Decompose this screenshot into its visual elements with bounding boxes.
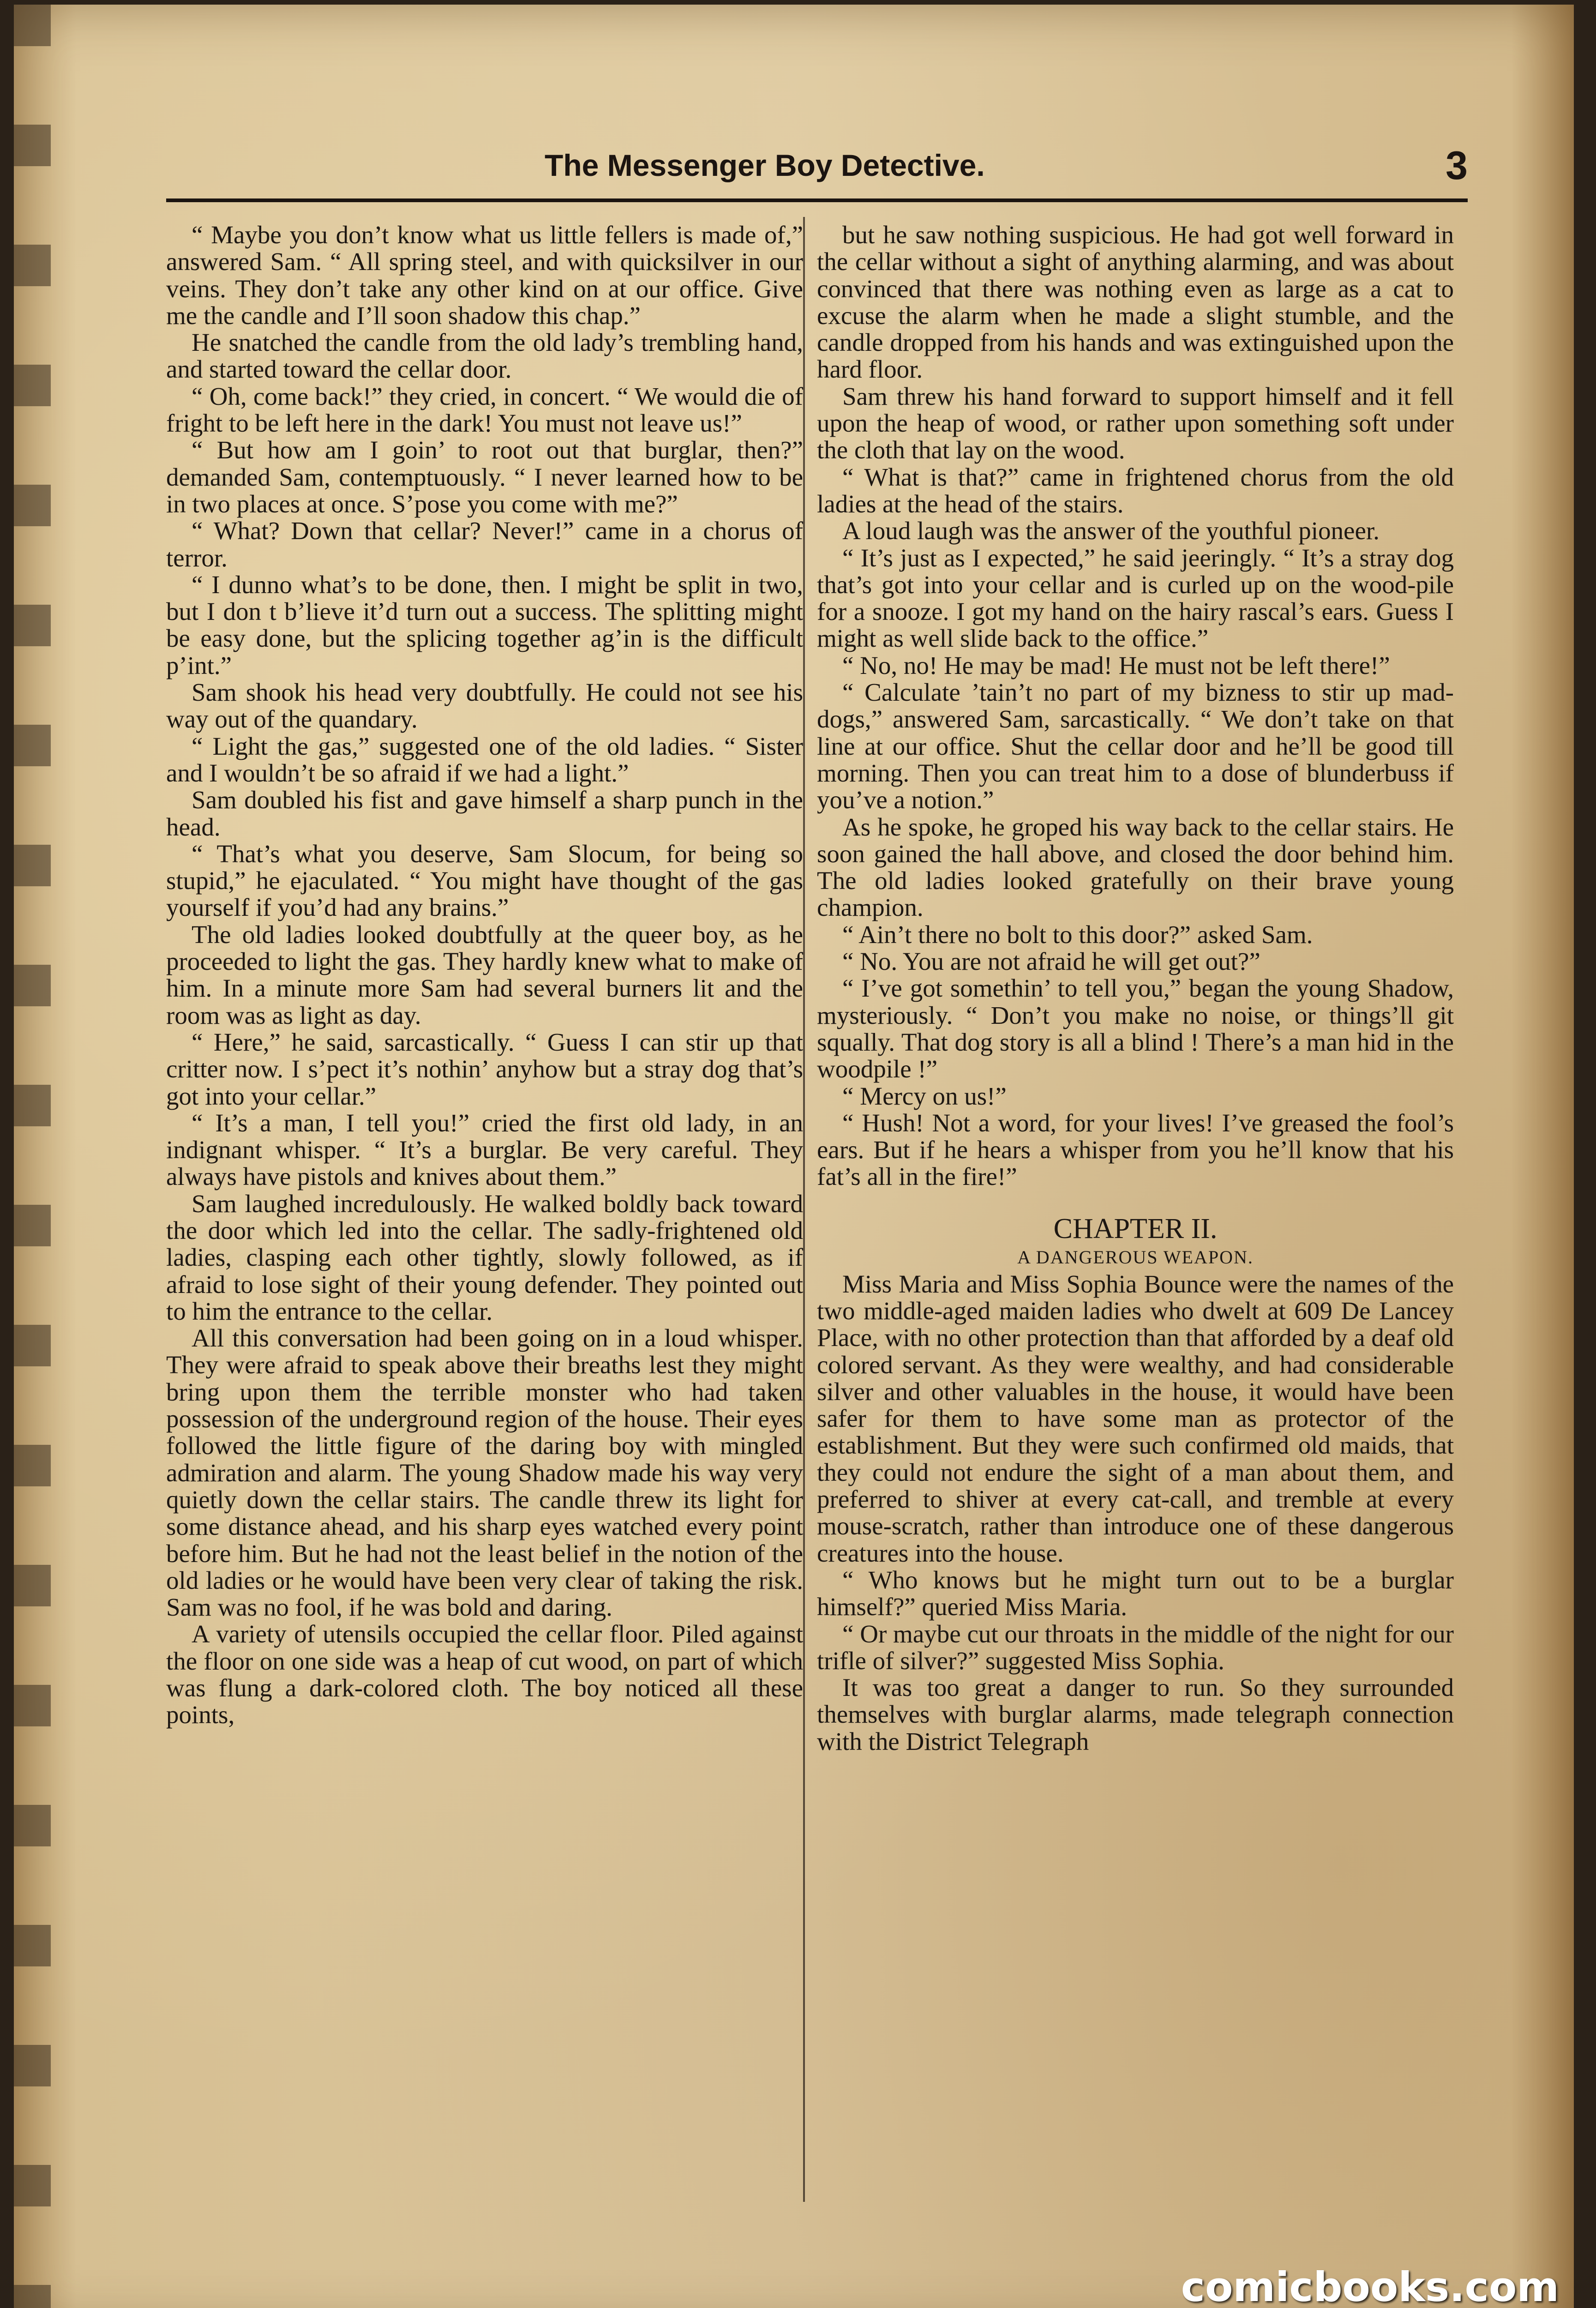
- paragraph: “ I’ve got somethin’ to tell you,” began the young Shadow, mysteriously. “ Don’t you make no noise, or things’ll git squally. That dog story is all a blind ! There’s a man hid in the woodpile !”: [817, 974, 1454, 1083]
- paragraph: “ Light the gas,” suggested one of the old ladies. “ Sister and I wouldn’t be so afraid if we had a light.”: [166, 732, 803, 787]
- page-number: 3: [1446, 144, 1468, 188]
- paragraph: All this conversation had been going on in a loud whisper. They were afraid to speak above their breaths lest they might bring upon them the terrible monster who had taken possession of the underground region of the house. Their eyes followed the little figure of the daring boy with mingled admiration and alarm. The young Shadow made his way very quietly down the cellar stairs. The candle threw its light for some distance ahead, and his sharp eyes watched every point before him. But he had not the least belief in the notion of the old ladies or he would have been very clear of taking the risk. Sam was no fool, if he was bold and daring.: [166, 1324, 803, 1622]
- paragraph: As he spoke, he groped his way back to the cellar stairs. He soon gained the hall above, and closed the door behind him. The old ladies looked gratefully on their brave young champion.: [817, 812, 1454, 922]
- paragraph: A variety of utensils occupied the cellar floor. Piled against the floor on one side was a heap of cut wood, on part of which was flung a dark-colored cloth. The boy noticed all these points,: [166, 1620, 803, 1729]
- paragraph: “ No. You are not afraid he will get out?”: [842, 947, 1260, 976]
- paragraph: The old ladies looked doubtfully at the queer boy, as he proceeded to light the gas. They hardly knew what to make of him. In a minute more Sam had several burners lit and the room was as light as day.: [166, 920, 803, 1029]
- paragraph: A loud laugh was the answer of the youthful pioneer.: [842, 517, 1380, 545]
- paragraph: “ No, no! He may be mad! He must not be left there!”: [842, 651, 1390, 679]
- paragraph: He snatched the candle from the old lady’s trembling hand, and started toward the cellar door.: [166, 328, 803, 384]
- paragraph: “ But how am I goin’ to root out that burglar, then?” demanded Sam, contemptuously. “ I never learned how to be in two places at once. S’pose you come with me?”: [166, 436, 803, 518]
- paragraph: Sam doubled his fist and gave himself a sharp punch in the head.: [166, 786, 803, 841]
- paragraph: “ Calculate ’tain’t no part of my bizness to stir up mad-dogs,” answered Sam, sarcastically. “ We don’t take on that line at our office. Shut the cellar door and he’ll be good till morning. Then you can treat him to a dose of blunderbuss if you’ve a notion.”: [817, 678, 1454, 814]
- paragraph: Sam shook his head very doubtfully. He could not see his way out of the quandary.: [166, 678, 803, 733]
- paragraph: It was too great a danger to run. So they surrounded themselves with burglar alarms, made telegraph connection with the District Telegraph: [817, 1673, 1454, 1755]
- paragraph: “ What is that?” came in frightened chorus from the old ladies at the head of the stairs.: [817, 463, 1454, 518]
- paragraph: Sam threw his hand forward to support himself and it fell upon the heap of wood, or rather upon something soft under the cloth that lay on the wood.: [817, 382, 1454, 464]
- paragraph: Sam laughed incredulously. He walked boldly back toward the door which led into the cellar. The sadly-frightened old ladies, clasping each other tightly, slowly followed, as if afraid to lose sight of their young defender. They pointed out to him the entrance to the cellar.: [166, 1189, 803, 1325]
- site-watermark: comicbooks.com: [1181, 2263, 1559, 2308]
- left-text-column: [166, 222, 803, 1729]
- book-page: [14, 5, 1574, 2308]
- paragraph: “ It’s just as I expected,” he said jeeringly. “ It’s a stray dog that’s got into your cellar and is curled up on the wood-pile for a snooze. I got my hand on the hairy rascal’s ears. Guess I might as well slide back to the office.”: [817, 543, 1454, 653]
- column-divider: [803, 217, 805, 2202]
- chapter-subtitle: A DANGEROUS WEAPON.: [1017, 1246, 1254, 1268]
- paragraph: “ It’s a man, I tell you!” cried the first old lady, in an indignant whisper. “ It’s a burglar. Be very careful. They always have pistols and knives about them.”: [166, 1108, 803, 1191]
- paragraph: “ Ain’t there no bolt to this door?” asked Sam.: [842, 920, 1313, 949]
- paragraph: “ I dunno what’s to be done, then. I might be split in two, but I don t b’lieve it’d turn out a success. The splitting might be easy done, but the splicing together ag’in is the difficult p’int.”: [166, 570, 803, 679]
- page-header: [166, 143, 1468, 202]
- chapter-heading: CHAPTER II.: [1053, 1213, 1218, 1244]
- paragraph: “ Oh, come back!” they cried, in concert. “ We would die of fright to be left here in the dark! You must not leave us!”: [166, 382, 803, 438]
- running-title: The Messenger Boy Detective.: [545, 148, 985, 182]
- torn-binding-edge: [14, 5, 51, 2308]
- right-text-column: [817, 222, 1454, 1755]
- paragraph: “ Or maybe cut our throats in the middle of the night for our trifle of silver?” suggested Miss Sophia.: [817, 1619, 1454, 1675]
- paragraph: “ Mercy on us!”: [842, 1082, 1007, 1110]
- paragraph: “ What? Down that cellar? Never!” came in a chorus of terror.: [166, 517, 803, 572]
- paragraph: “ Hush! Not a word, for your lives! I’ve greased the fool’s ears. But if he hears a whisper from you he’ll know that his fat’s all in the fire!”: [817, 1108, 1454, 1191]
- paragraph: “ That’s what you deserve, Sam Slocum, for being so stupid,” he ejaculated. “ You might have thought of the gas yourself if you’d had any brains.”: [166, 839, 803, 922]
- paragraph: Miss Maria and Miss Sophia Bounce were the names of the two middle-aged maiden ladies who dwelt at 609 De Lancey Place, with no other protection than that afforded by a deaf old colored servant. As they were wealthy, and had considerable silver and other valuables in the house, it would have been safer for them to have some man as protector of the establishment. But they were such confirmed old maids, that they could not endure the sight of a man about them, and preferred to shiver at every cat-call, and tremble at every mouse-scratch, rather than introduce one of these dangerous creatures into the house.: [817, 1269, 1454, 1567]
- paragraph: “ Who knows but he might turn out to be a burglar himself?” queried Miss Maria.: [817, 1565, 1454, 1621]
- paragraph: “ Maybe you don’t know what us little fellers is made of,” answered Sam. “ All spring steel, and with quicksilver in our veins. They don’t take any other kind on at our office. Give me the candle and I’ll soon shadow this chap.”: [166, 221, 803, 330]
- paragraph: “ Here,” he said, sarcastically. “ Guess I can stir up that critter now. I s’pect it’s nothin’ anyhow but a stray dog that’s got into your cellar.”: [166, 1028, 803, 1110]
- paragraph: but he saw nothing suspicious. He had got well forward in the cellar without a sight of anything alarming, and was about convinced that there was nothing even as large as a cat to excuse the alarm when he made a slight stumble, and the candle dropped from his hands and was extinguished upon the hard floor.: [817, 221, 1454, 384]
